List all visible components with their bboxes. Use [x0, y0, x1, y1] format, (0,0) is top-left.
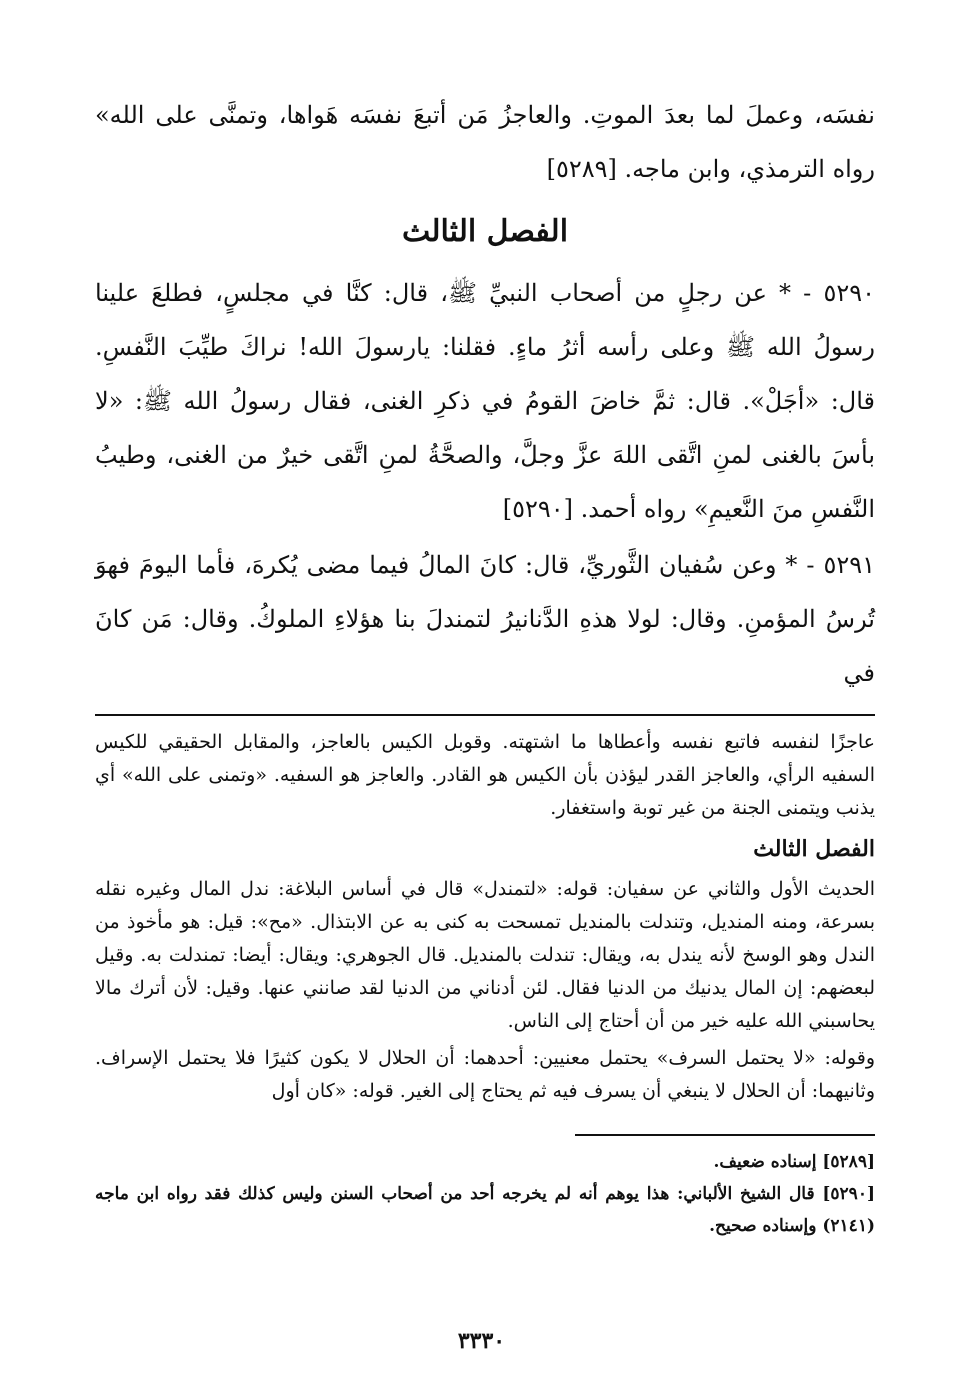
commentary-intro: عاجزًا لنفسه فاتبع نفسه وأعطاها ما اشتهته. وقوبل الكيس بالعاجز، والمقابل الحقيقي للكيس السفيه الرأي، والعاجز القدر ليؤذن بأن الكيس هو القادر. والعاجز هو السفيه. «وتمنى على الله» أي يذنب ويتمنى الجنة من غير توبة واستغفار. [95, 731, 875, 819]
main-divider [95, 714, 875, 716]
hadith-5290: ٥٢٩٠ - * عن رجلٍ من أصحاب النبيِّ ﷺ، قال: كنَّا في مجلسٍ، فطلعَ علينا رسولُ الله ﷺ وعلى رأسه أثرُ ماءٍ. فقلنا: يارسولَ الله! نراكَ طيِّبَ النَّفسِ. قال: «أجَلْ». قال: ثمَّ خاضَ القومُ في ذكرِ الغنى، فقال رسولُ الله ﷺ: «لا بأسَ بالغنى لمنِ اتَّقى اللهَ عزَّ وجلَّ، والصحَّةُ لمنِ اتَّقى خيرٌ من الغنى، وطيبُ النَّفسِ منَ النَّعيمِ» رواه أحمد. [٥٢٩٠] [95, 279, 875, 523]
footnotes [95, 1146, 875, 1242]
commentary-paragraph-1: الحديث الأول والثاني عن سفيان: قوله: «لتمندل» قال في أساس البلاغة: ندل المال وغيره نقله بسرعة، ومنه المنديل، وتندلت بالمنديل تمسحت به كنى به عن الابتذال. «مح»: قيل: هو مأخوذ من الندل وهو الوسخ لأنه يندل به، ويقال: تندلت بالمنديل. قال الجوهري: ويقال: أيضا: تمندلت به. وقيل لبعضهم: إن المال يدنيك من الدنيا فقال. لئن أدناني من الدنيا لقد صانني عنها. وقيل: لأن أترك مالا يحاسبني الله عليه خير من أن أحتاج إلى الناس. [95, 878, 875, 1032]
document-page [95, 88, 875, 1378]
hadith-5291: ٥٢٩١ - * وعن سُفيان الثَّوريِّ، قال: كانَ المالُ فيما مضى يُكرهَ، فأما اليومَ فهوَ تُرسُ المؤمنِ. وقال: لولا هذهِ الدَّنانيرُ لتمندلَ بنا هؤلاءِ الملوكُ. وقال: مَن كانَ في [95, 551, 875, 687]
footnote-5290: [٥٢٩٠] قال الشيخ الألباني: هذا يوهم أنه لم يخرجه أحد من أصحاب السنن وليس كذلك فقد رواه ابن ماجه (٢١٤١) وإسناده صحيح. [95, 1184, 875, 1236]
footnote-5289: [٥٢٨٩] إسناده ضعيف. [713, 1152, 875, 1172]
continuation-paragraph: نفسَه، وعملَ لما بعدَ الموتِ. والعاجزُ مَن أتبعَ نفسَه هَواها، وتمنَّى على الله» رواه الترمذي، وابن ماجه. [٥٢٨٩] [95, 101, 875, 183]
page-number: ٣٣٣٠ [457, 1328, 506, 1354]
main-text [95, 88, 875, 700]
commentary-section [95, 726, 875, 1108]
commentary-section-title: الفصل الثالث [753, 836, 875, 862]
commentary-paragraph-2: وقوله: «لا يحتمل السرف» يحتمل معنيين: أحدهما: أن الحلال لا يكون كثيرًا فلا يحتمل الإسراف. وثانيهما: أن الحلال لا ينبغي أن يسرف فيه ثم يحتاج إلى الغير. قوله: «كان أول [95, 1047, 875, 1102]
section-title: الفصل الثالث [401, 214, 569, 249]
footnote-divider [575, 1134, 875, 1136]
